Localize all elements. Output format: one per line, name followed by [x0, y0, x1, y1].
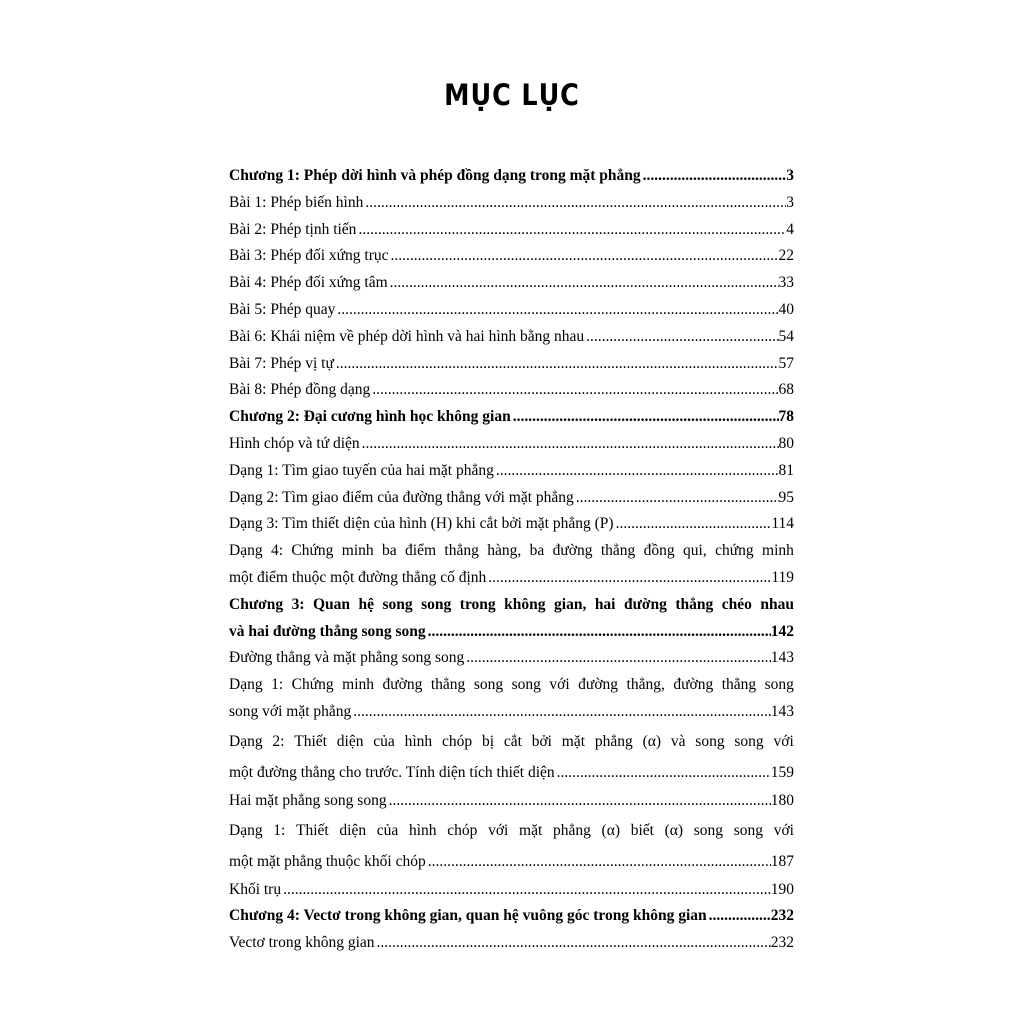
- toc-page-number: 142: [770, 622, 794, 640]
- toc-entry: [229, 431, 794, 458]
- toc-entry-text: Bài 4: Phép đối xứng tâm: [229, 274, 388, 292]
- dot-leader: [390, 270, 779, 297]
- toc-entry-text: Hình chóp và tứ diện: [229, 434, 360, 452]
- toc-line: [229, 511, 794, 538]
- toc-entry-text: Dạng 4: Chứng minh ba điểm thẳng hàng, ba đường thẳng đồng qui, chứng minh: [229, 542, 794, 560]
- toc-entry: [229, 270, 794, 297]
- toc-page-number: 114: [771, 515, 794, 533]
- toc-line: [229, 565, 794, 592]
- toc-entry-text: Đường thẳng và mặt phẳng song song: [229, 649, 465, 667]
- toc-chapter-entry: [229, 592, 794, 646]
- toc-entry: [229, 511, 794, 538]
- toc-entry: [229, 672, 794, 726]
- toc-entry-text: Dạng 3: Tìm thiết diện của hình (H) khi cắt bởi mặt phẳng (P): [229, 515, 614, 533]
- toc-entry: [229, 788, 794, 815]
- toc-page-number: 78: [778, 408, 794, 426]
- toc-page-number: 95: [778, 488, 794, 506]
- toc-entry-text: Bài 2: Phép tịnh tiến: [229, 220, 357, 238]
- toc-entry: [229, 485, 794, 512]
- toc-page-number: 3: [786, 193, 794, 211]
- toc-entry-text: Dạng 2: Tìm giao điểm của đường thẳng với mặt phẳng: [229, 488, 574, 506]
- toc-line: [229, 431, 794, 458]
- toc-page-number: 187: [770, 852, 794, 870]
- dot-leader: [616, 511, 772, 538]
- toc-entry-text: Dạng 1: Tìm giao tuyến của hai mặt phẳng: [229, 461, 494, 479]
- toc-page-number: 232: [770, 907, 794, 925]
- toc-page-number: 81: [778, 461, 794, 479]
- toc-page-number: 143: [770, 649, 794, 667]
- toc-entry: [229, 217, 794, 244]
- dot-leader: [643, 163, 787, 190]
- toc-chapter-entry: [229, 903, 794, 930]
- toc-entry: [229, 458, 794, 485]
- dot-leader: [377, 930, 771, 957]
- toc-line: [229, 726, 794, 757]
- dot-leader: [428, 619, 771, 646]
- toc-line: [229, 297, 794, 324]
- toc-chapter-entry: [229, 404, 794, 431]
- dot-leader: [283, 877, 771, 904]
- page-title: MỤC LỤC: [444, 78, 580, 112]
- toc-entry-text: Khối trụ: [229, 880, 282, 898]
- toc-line: [229, 757, 794, 788]
- toc-entry-text: Hai mặt phẳng song song: [229, 791, 387, 809]
- dot-leader: [557, 757, 771, 788]
- toc-entry: [229, 645, 794, 672]
- toc-entry-text: một điểm thuộc một đường thẳng cố định: [229, 568, 487, 586]
- toc-entry-text: Bài 8: Phép đồng dạng: [229, 381, 371, 399]
- dot-leader: [496, 458, 779, 485]
- toc-line: [229, 485, 794, 512]
- toc-page-number: 40: [778, 300, 794, 318]
- toc-line: [229, 699, 794, 726]
- toc-page-number: 33: [778, 274, 794, 292]
- toc-chapter-entry: [229, 163, 794, 190]
- toc-line: [229, 645, 794, 672]
- dot-leader: [586, 324, 778, 351]
- toc-entry-text: Bài 7: Phép vị tự: [229, 354, 334, 372]
- dot-leader: [358, 217, 786, 244]
- table-of-contents: [229, 163, 794, 957]
- toc-entry-text: Bài 1: Phép biến hình: [229, 193, 364, 211]
- toc-entry-text: Bài 3: Phép đối xứng trục: [229, 247, 389, 265]
- toc-entry: [229, 815, 794, 877]
- dot-leader: [389, 788, 771, 815]
- toc-page-number: 232: [770, 934, 794, 952]
- toc-line: [229, 846, 794, 877]
- toc-line: [229, 163, 794, 190]
- toc-page-number: 4: [786, 220, 794, 238]
- toc-page-number: 119: [771, 568, 794, 586]
- dot-leader: [709, 903, 771, 930]
- dot-leader: [353, 699, 770, 726]
- toc-entry-text: Chương 1: Phép dời hình và phép đồng dạng trong mặt phẳng: [229, 167, 641, 184]
- dot-leader: [488, 565, 771, 592]
- toc-entry: [229, 538, 794, 592]
- toc-page-number: 54: [778, 327, 794, 345]
- toc-entry: [229, 726, 794, 788]
- toc-page-number: 143: [770, 702, 794, 720]
- toc-entry-text: Dạng 1: Chứng minh đường thẳng song song với đường thẳng, đường thẳng song: [229, 676, 794, 694]
- toc-entry-text: Chương 4: Vectơ trong không gian, quan hệ vuông góc trong không gian: [229, 907, 707, 925]
- toc-entry-text: Dạng 2: Thiết diện của hình chóp bị cắt bởi mặt phẳng (α) và song song với: [229, 732, 794, 750]
- toc-page-number: 159: [770, 763, 794, 781]
- dot-leader: [391, 243, 779, 270]
- toc-line: [229, 930, 794, 957]
- toc-entry: [229, 877, 794, 904]
- toc-entry-text: một mặt phẳng thuộc khối chóp: [229, 852, 426, 870]
- dot-leader: [372, 377, 778, 404]
- toc-line: [229, 619, 794, 646]
- toc-page-number: 57: [778, 354, 794, 372]
- toc-entry-text: một đường thẳng cho trước. Tính diện tích thiết diện: [229, 763, 555, 781]
- toc-line: [229, 351, 794, 378]
- toc-entry: [229, 930, 794, 957]
- toc-line: [229, 538, 794, 565]
- toc-entry-text: Chương 3: Quan hệ song song trong không gian, hai đường thẳng chéo nhau: [229, 595, 794, 613]
- toc-line: [229, 190, 794, 217]
- toc-line: [229, 404, 794, 431]
- toc-entry-text: song với mặt phẳng: [229, 702, 352, 720]
- toc-line: [229, 377, 794, 404]
- toc-page-number: 22: [778, 247, 794, 265]
- toc-entry: [229, 243, 794, 270]
- toc-page-number: 80: [778, 434, 794, 452]
- toc-entry: [229, 297, 794, 324]
- toc-entry: [229, 351, 794, 378]
- dot-leader: [362, 431, 779, 458]
- toc-entry-text: và hai đường thẳng song song: [229, 622, 426, 640]
- toc-entry-text: Bài 6: Khái niệm về phép dời hình và hai hình bằng nhau: [229, 327, 585, 345]
- toc-line: [229, 672, 794, 699]
- toc-line: [229, 243, 794, 270]
- toc-line: [229, 324, 794, 351]
- toc-page-number: 68: [778, 381, 794, 399]
- toc-entry-text: Chương 2: Đại cương hình học không gian: [229, 408, 511, 426]
- toc-line: [229, 458, 794, 485]
- toc-entry: [229, 324, 794, 351]
- toc-line: [229, 788, 794, 815]
- toc-entry-text: Vectơ trong không gian: [229, 934, 375, 952]
- dot-leader: [428, 846, 771, 877]
- dot-leader: [365, 190, 786, 217]
- toc-line: [229, 270, 794, 297]
- toc-line: [229, 877, 794, 904]
- toc-line: [229, 592, 794, 619]
- toc-page-number: 180: [770, 791, 794, 809]
- toc-line: [229, 903, 794, 930]
- dot-leader: [337, 297, 778, 324]
- toc-entry: [229, 190, 794, 217]
- dot-leader: [513, 404, 779, 431]
- dot-leader: [576, 485, 779, 512]
- dot-leader: [336, 351, 779, 378]
- toc-page-number: 190: [770, 880, 794, 898]
- toc-page-number: 3: [786, 167, 794, 184]
- toc-entry-text: Bài 5: Phép quay: [229, 300, 336, 318]
- dot-leader: [466, 645, 770, 672]
- toc-entry: [229, 377, 794, 404]
- toc-entry-text: Dạng 1: Thiết diện của hình chóp với mặt phẳng (α) biết (α) song song với: [229, 821, 794, 839]
- toc-line: [229, 815, 794, 846]
- toc-line: [229, 217, 794, 244]
